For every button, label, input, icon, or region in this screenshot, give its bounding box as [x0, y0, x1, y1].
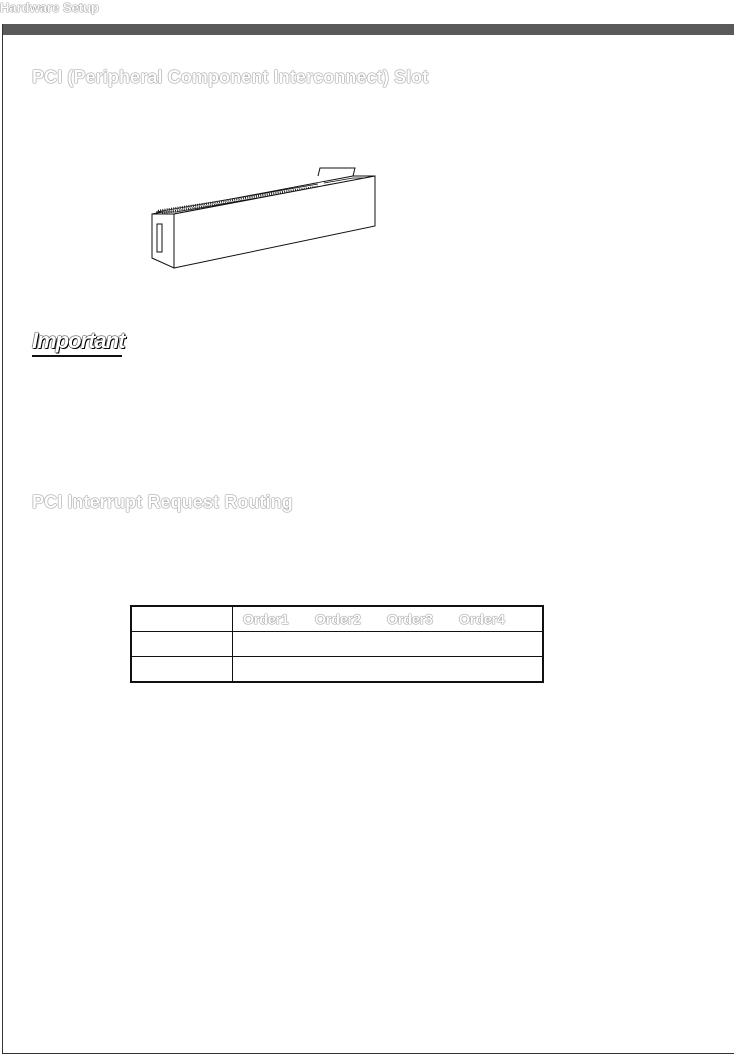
irq-routing-table [130, 605, 544, 683]
pci-slot-illustration [148, 164, 380, 272]
left-margin-rule [2, 24, 3, 1054]
table-header-row [131, 606, 543, 632]
table-cell [131, 632, 233, 657]
table-corner-cell [131, 606, 233, 632]
table-cell [233, 632, 544, 657]
irq-routing-heading: PCI Interrupt Request Routing [32, 492, 293, 512]
running-header: Hardware Setup [0, 0, 99, 15]
order4-header: Order4 [459, 611, 505, 627]
pci-slot-heading: PCI (Peripheral Component Interconnect) Slot [32, 67, 429, 87]
header-rule [2, 24, 734, 35]
order2-header: Order2 [315, 611, 361, 627]
bottom-rule [2, 1053, 734, 1054]
table-cell [131, 657, 233, 683]
table-cell [233, 657, 544, 683]
order1-header: Order1 [243, 611, 289, 627]
table-row [131, 632, 543, 657]
table-row [131, 657, 543, 683]
order-headers-cell [233, 606, 544, 632]
important-label: Important [32, 328, 125, 353]
important-underline [32, 355, 122, 357]
order3-header: Order3 [387, 611, 433, 627]
